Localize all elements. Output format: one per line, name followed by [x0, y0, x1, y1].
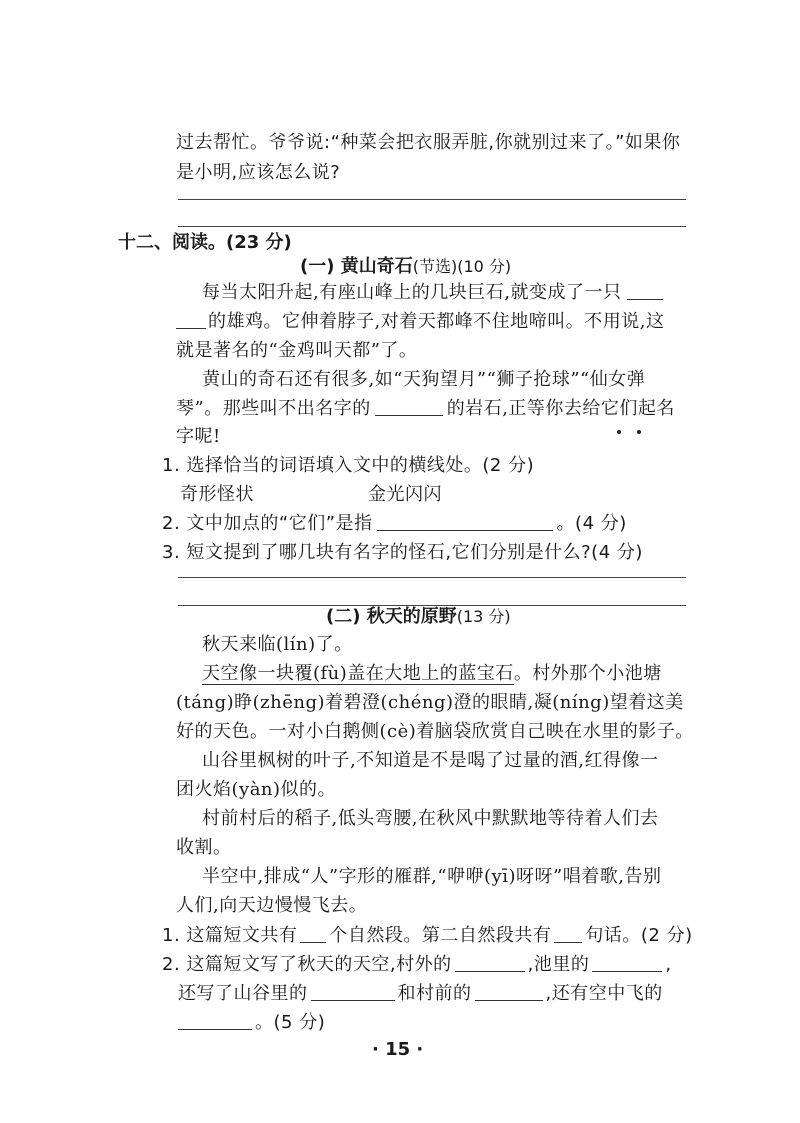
underlined-sentence: 天空像一块覆(fù)盖在大地上的蓝宝石 — [202, 663, 514, 684]
answer-line[interactable] — [178, 199, 686, 200]
section-heading: 十二、阅读。(23 分) — [118, 232, 292, 253]
text: 句话。(2 分) — [585, 925, 693, 946]
passage1-title-main: (一) 黄山奇石 — [300, 256, 413, 277]
passage1-p1-line3: 就是著名的“金鸡叫天都”了。 — [176, 340, 418, 361]
passage1-question-2 — [162, 509, 627, 539]
text: 个自然段。第二自然段共有 — [329, 925, 552, 946]
passage1-p1-line2 — [176, 307, 664, 337]
fill-blank[interactable] — [554, 924, 582, 943]
answer-line[interactable] — [178, 577, 686, 578]
text: 。(4 分) — [556, 513, 627, 534]
passage1-title-score: (10 分) — [457, 257, 512, 276]
passage2-title-score: (13 分) — [456, 607, 511, 626]
text: ,池里的 — [527, 954, 590, 975]
text: 琴”。那些叫不出名字的 — [176, 398, 371, 419]
intro-line-2: 是小明,应该怎么说? — [176, 162, 341, 183]
fill-blank[interactable] — [377, 512, 553, 531]
text: 每当太阳升起,有座山峰上的几块巨石,就变成了一只 — [202, 282, 622, 303]
passage2-question-2-line3 — [178, 1008, 325, 1038]
text: 的岩石,正等你去给它们起名 — [446, 398, 675, 419]
text: 。村外那个小池塘 — [513, 663, 662, 684]
fill-blank[interactable] — [178, 1011, 252, 1030]
fill-blank[interactable] — [475, 982, 543, 1001]
passage2-question-2-line1 — [162, 950, 672, 980]
passage1-p2-line2 — [176, 394, 675, 424]
intro-line-1: 过去帮忙。爷爷说:“种菜会把衣服弄脏,你就别过来了。”如果你 — [176, 132, 681, 153]
passage2-line5: 山谷里枫树的叶子,不知道是不是喝了过量的酒,红得像一 — [202, 750, 659, 771]
fill-blank[interactable] — [176, 310, 206, 329]
passage1-question-1: 1. 选择恰当的词语填入文中的横线处。(2 分) — [162, 455, 535, 476]
passage1-title-note: (节选) — [412, 257, 458, 276]
page-number: · 15 · — [372, 1039, 424, 1060]
passage2-line7: 村前村后的稻子,低头弯腰,在秋风中默默地等待着人们去 — [202, 808, 659, 829]
text: 2. 这篇短文写了秋天的天空,村外的 — [162, 954, 452, 975]
fill-blank[interactable] — [375, 397, 443, 416]
text: 1. 这篇短文共有 — [162, 925, 298, 946]
text: 还写了山谷里的 — [178, 983, 308, 1004]
passage1-p1-line1 — [202, 278, 663, 308]
fill-blank[interactable] — [592, 953, 662, 972]
passage2-line9: 半空中,排成“人”字形的雁群,“咿咿(yī)呀呀”唱着歌,告别 — [202, 866, 662, 887]
fill-blank[interactable] — [311, 982, 395, 1001]
fill-blank[interactable] — [627, 281, 663, 300]
passage2-title — [326, 602, 511, 632]
passage2-title-main: (二) 秋天的原野 — [326, 606, 457, 627]
text: , — [665, 954, 672, 975]
text: 的雄鸡。它伸着脖子,对着天都峰不住地啼叫。不用说,这 — [208, 311, 665, 332]
passage2-line4: 好的天色。一对小白鹅侧(cè)着脑袋欣赏自己映在水里的影子。 — [176, 721, 694, 742]
passage2-question-1 — [162, 921, 693, 951]
passage1-question-3: 3. 短文提到了哪几块有名字的怪石,它们分别是什么?(4 分) — [162, 542, 643, 563]
text: 和村前的 — [397, 983, 472, 1004]
passage2-line8: 收割。 — [176, 837, 232, 858]
text: ,还有空中飞的 — [545, 983, 663, 1004]
emphasis-dot — [617, 430, 621, 434]
emphasis-dot — [637, 430, 641, 434]
option-word[interactable]: 奇形怪状 — [180, 484, 254, 505]
answer-line[interactable] — [178, 226, 686, 227]
passage2-question-2-line2 — [178, 979, 663, 1009]
text: 。(5 分) — [255, 1012, 326, 1033]
passage1-p2-line3: 字呢! — [176, 426, 221, 447]
passage2-line2 — [202, 659, 662, 689]
passage1-p2-line1: 黄山的奇石还有很多,如“天狗望月”“狮子抢球”“仙女弹 — [202, 369, 646, 390]
passage2-line6: 团火焰(yàn)似的。 — [176, 779, 337, 800]
option-word[interactable]: 金光闪闪 — [368, 484, 442, 505]
fill-blank[interactable] — [455, 953, 525, 972]
fill-blank[interactable] — [300, 924, 326, 943]
text: 2. 文中加点的“它们”是指 — [162, 513, 373, 534]
passage2-line1: 秋天来临(lín)了。 — [202, 634, 353, 655]
passage2-line10: 人们,向天边慢慢飞去。 — [176, 895, 368, 916]
passage2-line3: (táng)睁(zhēng)着碧澄(chéng)澄的眼睛,凝(níng)望着这美 — [176, 692, 684, 713]
